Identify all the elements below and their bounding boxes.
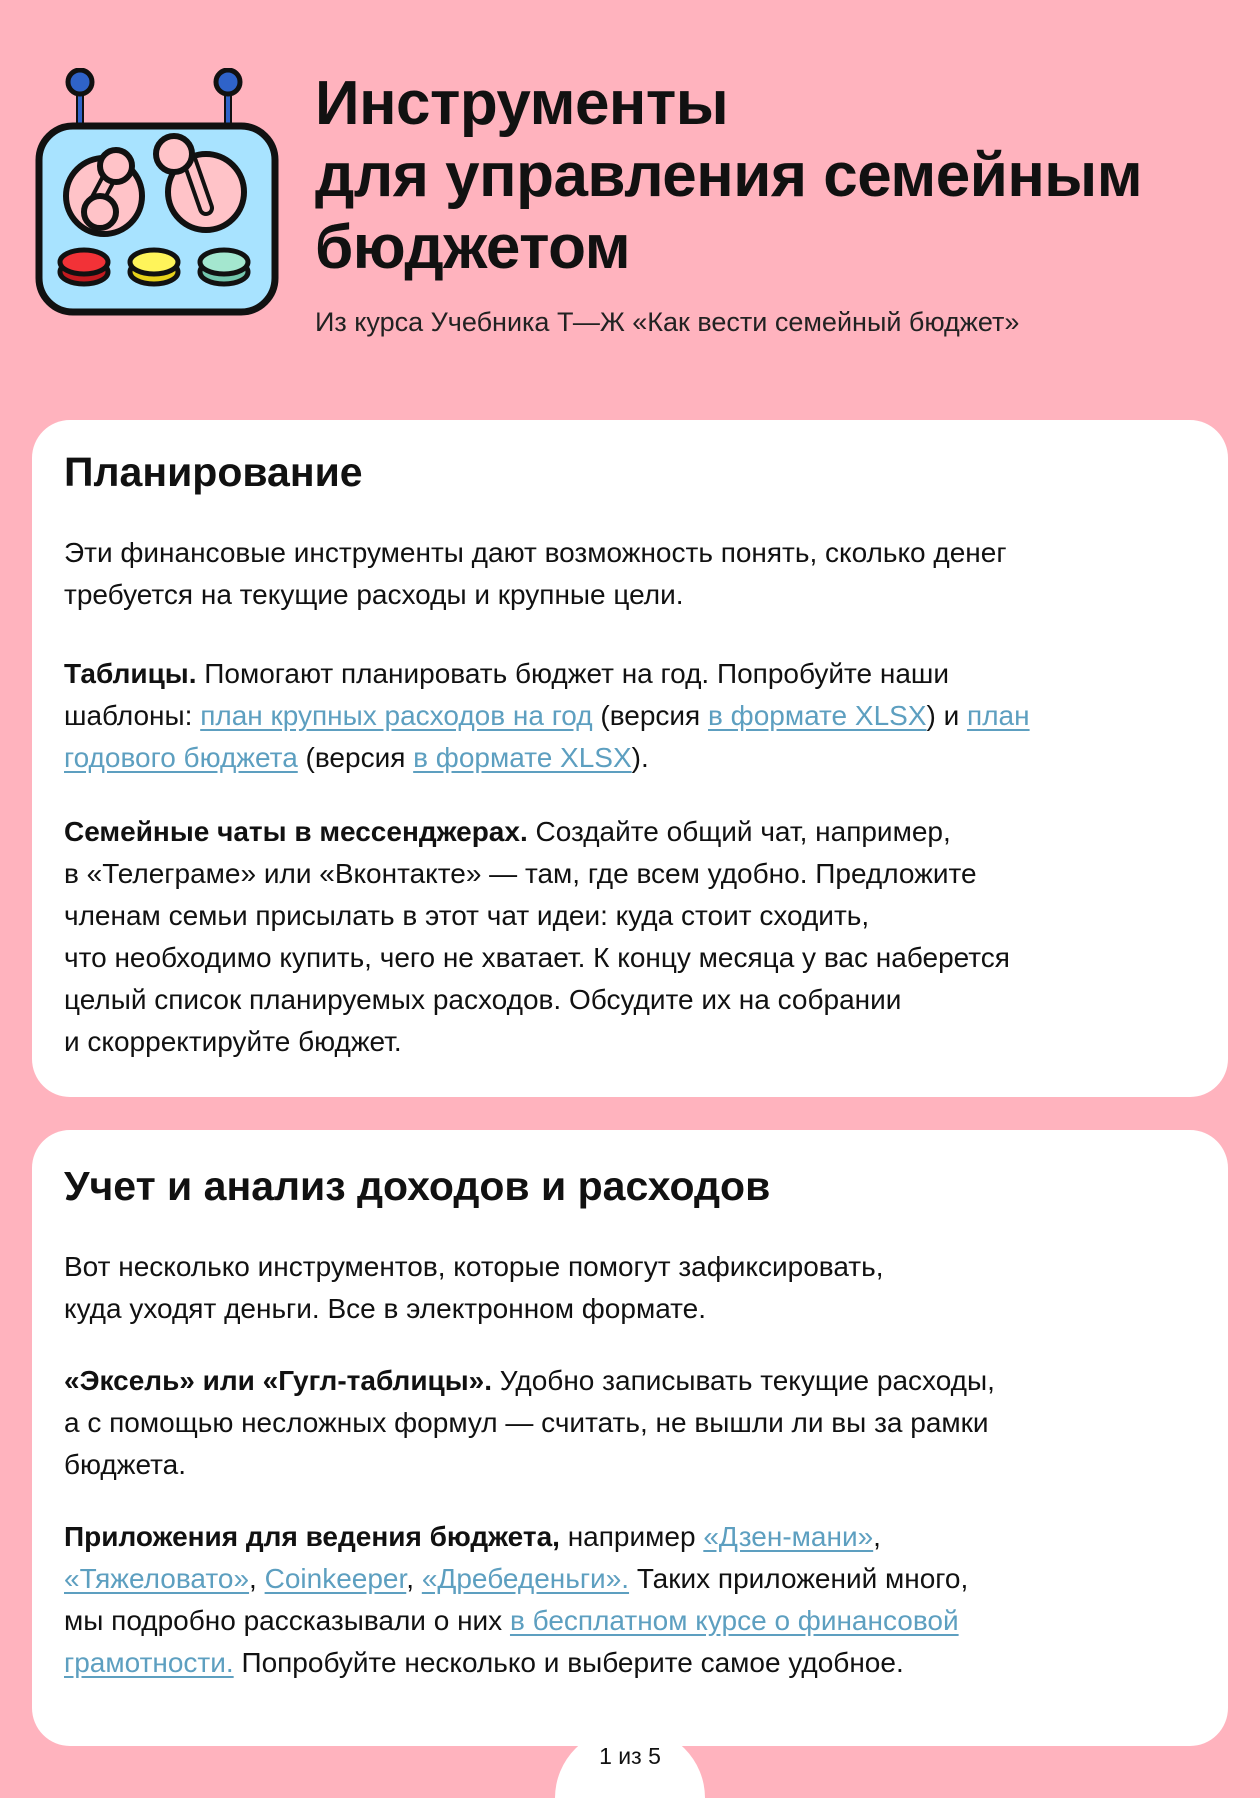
chats-paragraph <box>64 811 1204 1063</box>
text: шаблоны: <box>64 700 201 731</box>
text: , <box>249 1563 265 1594</box>
link-annual-budget-plan[interactable]: план <box>967 700 1030 731</box>
text-line: членам семьи присылать в этот чат идеи: куда стоит сходить, <box>64 900 870 931</box>
link-finance-course[interactable]: в бесплатном курсе о финансовой <box>509 1605 959 1636</box>
text-line: в «Телеграме» или «Вконтакте» — там, где всем удобно. Предложите <box>64 858 977 889</box>
apps-label: Приложения для ведения бюджета, <box>64 1521 560 1552</box>
link-drebedengi[interactable]: «Дребеденьги». <box>421 1563 630 1594</box>
title-line: Инструменты <box>315 69 729 138</box>
page-indicator: 1 из 5 <box>555 1728 705 1798</box>
text-line: и скорректируйте бюджет. <box>64 1026 402 1057</box>
text: например <box>559 1521 704 1552</box>
text: Таких приложений много, <box>629 1563 969 1594</box>
planning-card <box>32 420 1228 1097</box>
section-heading: Планирование <box>64 449 363 495</box>
text-line: Эти финансовые инструменты дают возможность понять, сколько денег <box>64 537 1007 568</box>
accounting-intro <box>64 1246 1204 1330</box>
text: ). <box>631 742 649 773</box>
text: ) и <box>926 700 968 731</box>
control-panel-icon <box>34 68 280 318</box>
link-annual-budget-xlsx[interactable]: в формате XLSX <box>413 742 632 773</box>
text-line: а с помощью несложных формул — считать, не вышли ли вы за рамки <box>64 1407 989 1438</box>
text: , <box>406 1563 422 1594</box>
link-zen-money[interactable]: «Дзен-мани» <box>703 1521 874 1552</box>
excel-label: «Эксель» или «Гугл-таблицы». <box>64 1365 493 1396</box>
text: Создайте общий чат, например, <box>527 816 951 847</box>
chats-label: Семейные чаты в мессенджерах. <box>64 816 528 847</box>
text: мы подробно рассказывали о них <box>64 1605 510 1636</box>
text-line: Вот несколько инструментов, которые помогут зафиксировать, <box>64 1251 884 1282</box>
link-coinkeeper[interactable]: Coinkeeper <box>264 1563 407 1594</box>
tables-paragraph <box>64 653 1204 779</box>
text-line: что необходимо купить, чего не хватает. К концу месяца у вас наберется <box>64 942 1010 973</box>
page-title <box>315 68 1215 284</box>
title-line: для управления семейным <box>315 141 1143 210</box>
text: , <box>873 1521 881 1552</box>
text: Попробуйте несколько и выберите самое удобное. <box>233 1647 904 1678</box>
text: Удобно записывать текущие расходы, <box>492 1365 995 1396</box>
link-finance-course[interactable]: грамотности. <box>64 1647 234 1678</box>
link-annual-budget-plan[interactable]: годового бюджета <box>64 742 298 773</box>
tables-label: Таблицы. <box>64 658 197 689</box>
link-big-expenses-xlsx[interactable]: в формате XLSX <box>708 700 927 731</box>
header <box>0 0 1260 400</box>
section-heading: Учет и анализ доходов и расходов <box>64 1163 771 1209</box>
text-line: куда уходят деньги. Все в электронном формате. <box>64 1293 707 1324</box>
page-subtitle: Из курса Учебника Т—Ж «Как вести семейный бюджет» <box>315 307 1020 337</box>
text-line: требуется на текущие расходы и крупные цели. <box>64 579 684 610</box>
link-tyazhelovato[interactable]: «Тяжеловато» <box>64 1563 250 1594</box>
apps-paragraph <box>64 1516 1204 1684</box>
text: Помогают планировать бюджет на год. Попробуйте наши <box>196 658 950 689</box>
link-big-expenses-plan[interactable]: план крупных расходов на год <box>200 700 593 731</box>
text: (версия <box>592 700 708 731</box>
text-line: целый список планируемых расходов. Обсудите их на собрании <box>64 984 902 1015</box>
text-line: бюджета. <box>64 1449 186 1480</box>
title-line: бюджетом <box>315 213 631 282</box>
text: (версия <box>297 742 414 773</box>
accounting-card <box>32 1130 1228 1746</box>
excel-paragraph <box>64 1360 1204 1486</box>
planning-intro <box>64 532 1204 616</box>
